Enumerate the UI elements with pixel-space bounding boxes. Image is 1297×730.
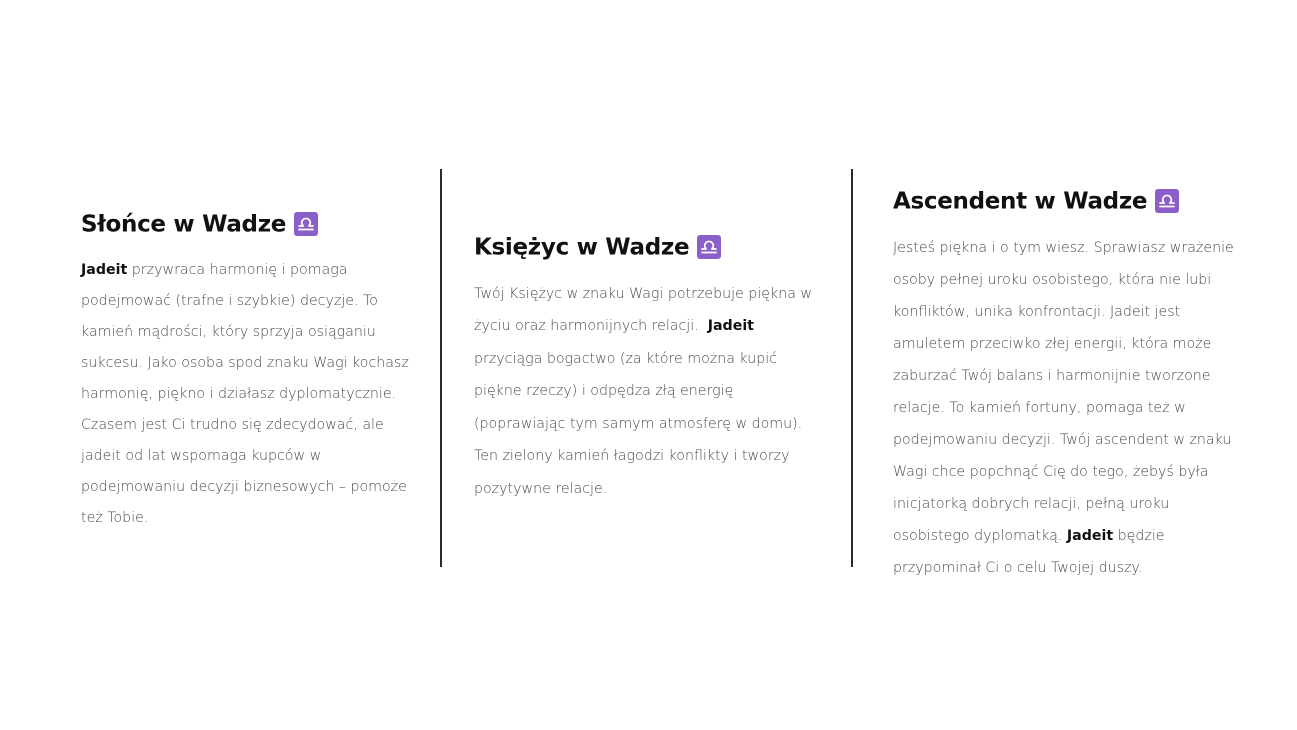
column-sun-in-libra — [81, 208, 416, 534]
libra-icon — [1155, 189, 1179, 213]
column-title — [474, 231, 824, 264]
highlight-jadeit: Jadeit — [81, 261, 128, 278]
highlight-jadeit: Jadeit — [1066, 527, 1114, 544]
column-description — [81, 255, 416, 534]
column-divider — [440, 169, 442, 567]
libra-icon — [294, 212, 318, 236]
column-title — [893, 185, 1243, 218]
column-title-text: Słońce w Wadze — [81, 211, 287, 238]
highlight-jadeit: Jadeit — [707, 318, 754, 334]
description-text-before: Twój Księżyc w znaku Wagi potrzebuje piękna w życiu oraz harmonijnych relacji. — [474, 285, 817, 334]
description-text-after: będzie przypominał Ci o celu Twojej duszy. — [893, 527, 1165, 576]
libra-icon — [697, 235, 721, 259]
column-description — [893, 232, 1243, 584]
column-title-text: Ascendent w Wadze — [893, 188, 1148, 215]
description-text-before: Jesteś piękna i o tym wiesz. Sprawiasz wrażenie osoby pełnej uroku osobistego, która nie lubi konfliktów, unika konfrontacji. Jadeit jest amuletem przeciwko złej energii, która może zaburzać Twój balans i harmonijnie tworzone relacje. To kamień fortuny, pomaga też w podejmowaniu decyzji. Twój ascendent w znaku Wagi chce popchnąć Cię do tego, żebyś była inicjatorką dobrych relacji, pełną uroku osobistego dyplomatką. — [893, 239, 1234, 544]
column-ascendant-in-libra — [893, 185, 1243, 584]
description-text-after: przyciąga bogactwo (za które można kupić piękne rzeczy) i odpędza złą energię (poprawiając tym samym atmosferę w domu). Ten zielony kamień łagodzi konflikty i tworzy pozytywne relacje. — [474, 350, 803, 497]
column-title — [81, 208, 416, 241]
column-divider — [851, 169, 853, 567]
description-text: przywraca harmonię i pomaga podejmować (trafne i szybkie) decyzje. To kamień mądrości, który sprzyja osiąganiu sukcesu. Jako osoba spod znaku Wagi kochasz harmonię, piękno i działasz dyplomatycznie. Czasem jest Ci trudno się zdecydować, ale jadeit od lat wspomaga kupców w podejmowaniu decyzji biznesowych – pomoże też Tobie. — [81, 261, 409, 526]
column-description — [474, 278, 824, 506]
column-moon-in-libra — [474, 231, 824, 505]
column-title-text: Księżyc w Wadze — [474, 234, 690, 261]
